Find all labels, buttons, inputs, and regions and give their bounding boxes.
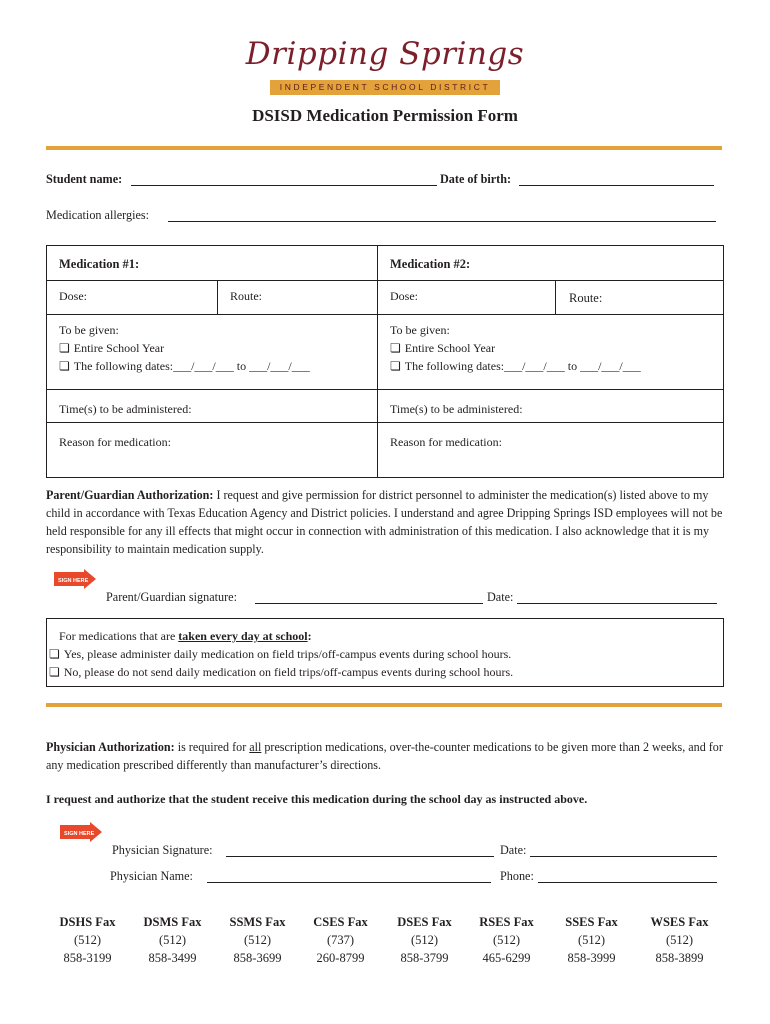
medication-1-to-be-given-label: To be given: [59,323,119,337]
parent-signature-label: Parent/Guardian signature: [106,590,237,604]
fax-school-name: SSMS Fax [229,915,286,929]
fax-entry [215,913,300,967]
fax-number: 858-3899 [655,951,704,965]
daily-yes-checkbox[interactable] [49,645,711,663]
medication-2-route-label: Route: [569,291,603,305]
physician-phone-field[interactable] [538,882,717,883]
fax-number: 858-3799 [400,951,449,965]
student-name-field[interactable] [131,185,437,186]
daily-question-suffix: : [307,629,312,643]
sign-here-arrow-icon [54,569,96,589]
physician-name-label: Physician Name: [110,869,193,883]
fax-entry [382,913,467,967]
parent-date-label: Date: [487,590,514,604]
table-row-divider [47,314,723,315]
fax-area-code: (512) [243,933,272,947]
parent-signature-field[interactable] [255,603,483,604]
physician-authorization-heading: Physician Authorization: [46,740,175,754]
fax-area-code: (512) [73,933,102,947]
daily-medication-box [46,618,724,687]
student-name-label: Student name: [46,172,123,186]
section-divider-top [46,146,722,150]
dob-label: Date of birth: [440,172,512,186]
parent-authorization-heading: Parent/Guardian Authorization: [46,488,214,502]
fax-number: 465-6299 [482,951,531,965]
allergies-label: Medication allergies: [46,208,149,222]
medication-2-to-be-given-label: To be given: [390,323,450,337]
medication-2-dates-checkbox[interactable] [390,358,641,376]
medication-1-school-year-checkbox[interactable] [59,340,164,358]
physician-name-field[interactable] [207,882,491,883]
parent-authorization-text: I request and give permission for district personnel to administer the medication(s) listed above to my child in accordance with Texas Education Agency and District policies. I understand and agree Dripping Springs ISD employees will not be held responsible for any ill effects that might occur in connection with administration of this medication. I also acknowledge that it is my responsibility to maintain medication supply. [46,488,723,556]
fax-area-code: (512) [410,933,439,947]
medication-1-dates-label: The following dates:___/___/___ to ___/___/___ [73,359,310,373]
daily-question-emphasis: taken every day at school [178,629,308,643]
page-title: DSISD Medication Permission Form [252,106,518,125]
medication-2-header: Medication #2: [390,257,471,271]
medication-2-times-label: Time(s) to be administered: [390,402,523,416]
daily-yes-label: Yes, please administer daily medication on field trips/off-campus events during school hours. [63,647,512,661]
fax-school-name: DSES Fax [397,915,452,929]
section-divider-middle [46,703,722,707]
physician-authorization-paragraph [46,738,726,774]
daily-no-checkbox[interactable] [49,663,711,681]
daily-no-label: No, please do not send daily medication on field trips/off-campus events during school hours. [63,665,514,679]
fax-number: 858-3699 [233,951,282,965]
fax-number: 858-3499 [148,951,197,965]
fax-school-name: DSMS Fax [143,915,202,929]
fax-area-code: (512) [577,933,606,947]
medication-1-times-label: Time(s) to be administered: [59,402,192,416]
fax-area-code: (512) [158,933,187,947]
fax-number: 858-3999 [567,951,616,965]
district-logo: Dripping Springs [245,36,525,72]
physician-text-before: is required for [177,740,250,754]
fax-school-name: DSHS Fax [59,915,116,929]
dose-route-divider [555,280,556,314]
medication-1-header: Medication #1: [59,257,140,271]
dose-route-divider [217,280,218,314]
daily-question-prefix: For medications that are [59,629,179,643]
medication-1-dates-checkbox[interactable] [59,358,310,376]
fax-entry [464,913,549,967]
physician-phone-label: Phone: [500,869,534,883]
fax-entry [130,913,215,967]
daily-medication-question [59,627,711,645]
fax-area-code: (512) [665,933,694,947]
medication-2-school-year-label: Entire School Year [404,341,496,355]
fax-entry [637,913,722,967]
sign-here-label: SIGN HERE [64,831,95,837]
medication-1-reason-label: Reason for medication: [59,435,171,449]
physician-signature-field[interactable] [226,856,494,857]
physician-text-all: all [249,740,262,754]
fax-school-name: SSES Fax [565,915,618,929]
fax-entry [549,913,634,967]
table-row-divider [47,389,723,390]
physician-text-after: prescription medications, over-the-counter medications to be given more than 2 weeks, and for any medication prescribed differently than manufacturer’s directions. [46,740,723,772]
fax-area-code: (512) [492,933,521,947]
medication-2-dates-label: The following dates:___/___/___ to ___/___/___ [404,359,641,373]
parent-authorization-paragraph [46,486,726,558]
physician-request-text: I request and authorize that the student receive this medication during the school day as instructed above. [46,792,588,806]
parent-date-field[interactable] [517,603,717,604]
fax-number: 260-8799 [316,951,365,965]
district-logo-subtitle: INDEPENDENT SCHOOL DISTRICT [270,80,500,95]
fax-entry [45,913,130,967]
medication-2-school-year-checkbox[interactable] [390,340,495,358]
fax-number: 858-3199 [63,951,112,965]
medication-table [46,245,724,478]
physician-date-field[interactable] [530,856,717,857]
fax-school-name: WSES Fax [650,915,709,929]
medication-1-school-year-label: Entire School Year [73,341,165,355]
table-row-divider [47,422,723,423]
physician-signature-label: Physician Signature: [112,843,213,857]
fax-school-name: RSES Fax [479,915,534,929]
medication-1-route-label: Route: [230,289,262,303]
medication-1-dose-label: Dose: [59,289,87,303]
medication-2-reason-label: Reason for medication: [390,435,502,449]
allergies-field[interactable] [168,221,716,222]
fax-area-code: (737) [326,933,355,947]
sign-here-arrow-icon [60,822,102,842]
medication-2-dose-label: Dose: [390,289,418,303]
dob-field[interactable] [519,185,714,186]
fax-entry [298,913,383,967]
physician-date-label: Date: [500,843,527,857]
table-row-divider [47,280,723,281]
sign-here-label: SIGN HERE [58,578,89,584]
fax-school-name: CSES Fax [313,915,368,929]
